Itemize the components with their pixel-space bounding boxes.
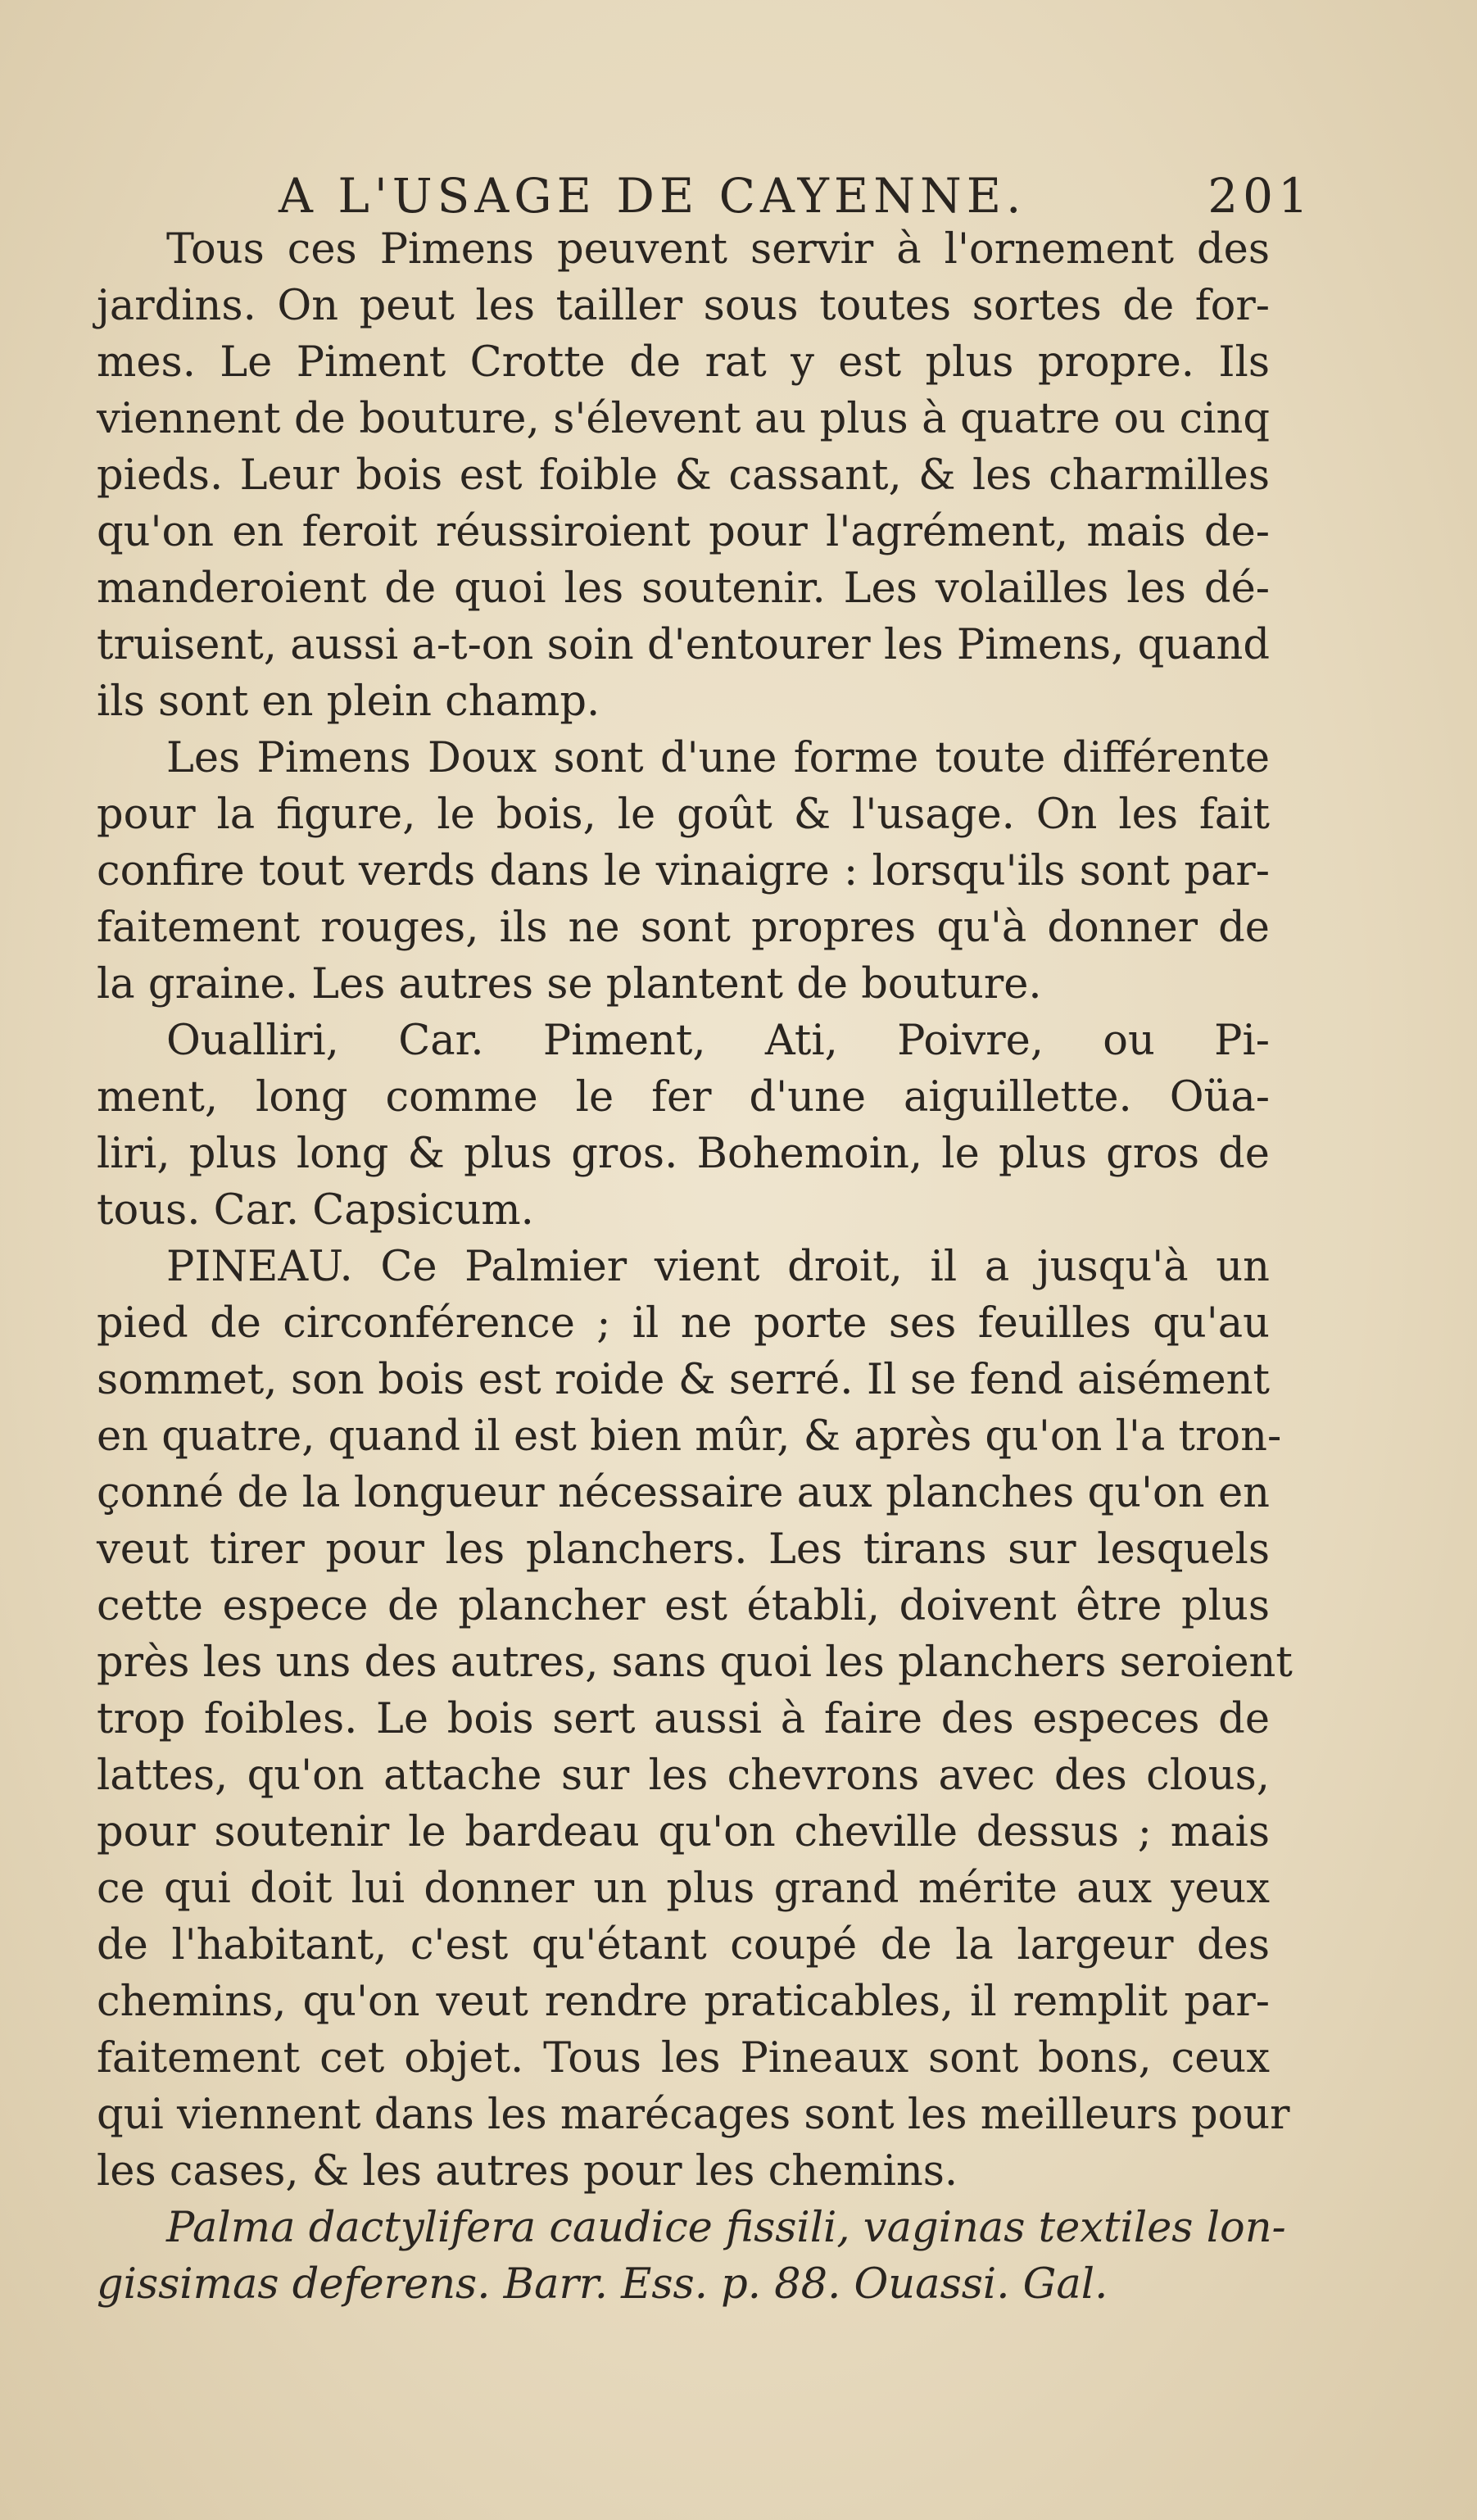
text-line: Oualliri, Car. Piment, Ati, Poivre, ou Pi- xyxy=(166,1017,1270,1065)
page-header xyxy=(279,168,1313,225)
text-line: truisent, aussi a-t-on soin d'entourer les Pimens, quand xyxy=(97,621,1270,669)
text-line: Tous ces Pimens peuvent servir à l'ornement des xyxy=(166,225,1270,274)
text-line: faitement rouges, ils ne sont propres qu'à donner de xyxy=(97,904,1270,952)
text-line: qu'on en feroit réussiroient pour l'agrément, mais de- xyxy=(97,508,1270,556)
text-line: veut tirer pour les planchers. Les tirans sur lesquels xyxy=(97,1525,1270,1574)
text-line: pieds. Leur bois est foible & cassant, & les charmilles xyxy=(97,451,1270,500)
paragraph-pimens-doux xyxy=(97,730,1270,1013)
text-line: liri, plus long & plus gros. Bohemoin, le plus gros de xyxy=(97,1130,1270,1178)
text-line: en quatre, quand il est bien mûr, & après qu'on l'a tron- xyxy=(97,1412,1282,1461)
running-title: A L'USAGE DE CAYENNE. xyxy=(279,168,1026,224)
page-number: 201 xyxy=(1207,168,1313,224)
paragraph-oualliri xyxy=(97,1013,1270,1239)
text-line: près les uns des autres, sans quoi les planchers seroient xyxy=(97,1638,1293,1687)
text-line: pour la figure, le bois, le goût & l'usage. On les fait xyxy=(97,791,1270,839)
text-line: pied de circonférence ; il ne porte ses feuilles qu'au xyxy=(97,1299,1270,1348)
text-line: lattes, qu'on attache sur les chevrons avec des clous, xyxy=(97,1752,1270,1800)
text-line: chemins, qu'on veut rendre praticables, il remplit par- xyxy=(97,1978,1270,2026)
text-line: les cases, & les autres pour les chemins. xyxy=(97,2147,958,2196)
text-line: faitement cet objet. Tous les Pineaux sont bons, ceux xyxy=(97,2034,1270,2083)
text-line: la graine. Les autres se plantent de bouture. xyxy=(97,960,1042,1008)
text-line: Palma dactylifera caudice fissili, vaginas textiles lon- xyxy=(166,2204,1286,2252)
text-line: ce qui doit lui donner un plus grand mérite aux yeux xyxy=(97,1865,1270,1913)
paragraph-pimens-jardins xyxy=(97,221,1270,730)
text-line: ils sont en plein champ. xyxy=(97,678,600,726)
paragraph-latin-reference xyxy=(97,2200,1286,2313)
text-line: pour soutenir le bardeau qu'on cheville dessus ; mais xyxy=(97,1808,1270,1856)
text-line: ment, long comme le fer d'une aiguillette. Oüa- xyxy=(97,1073,1270,1122)
text-line: jardins. On peut les tailler sous toutes sortes de for- xyxy=(97,282,1270,330)
text-line: cette espece de plancher est établi, doivent être plus xyxy=(97,1582,1270,1630)
text-line: tous. Car. Capsicum. xyxy=(97,1186,534,1235)
text-line: Les Pimens Doux sont d'une forme toute différente xyxy=(166,734,1270,782)
text-line: gissimas deferens. Barr. Ess. p. 88. Ouassi. Gal. xyxy=(97,2260,1108,2309)
text-line: qui viennent dans les marécages sont les meilleurs pour xyxy=(97,2091,1290,2139)
text-line: PINEAU. Ce Palmier vient droit, il a jusqu'à un xyxy=(166,1243,1270,1291)
body-text xyxy=(97,221,1293,2313)
text-line: sommet, son bois est roide & serré. Il se fend aisément xyxy=(97,1356,1270,1404)
text-line: çonné de la longueur nécessaire aux planches qu'on en xyxy=(97,1469,1270,1517)
text-line: mes. Le Piment Crotte de rat y est plus propre. Ils xyxy=(97,338,1270,387)
paragraph-pineau xyxy=(97,1239,1293,2200)
text-line: viennent de bouture, s'élevent au plus à quatre ou cinq xyxy=(97,395,1270,443)
text-line: confire tout verds dans le vinaigre : lorsqu'ils sont par- xyxy=(97,847,1270,895)
text-line: manderoient de quoi les soutenir. Les volailles les dé- xyxy=(97,564,1270,613)
text-line: trop foibles. Le bois sert aussi à faire des especes de xyxy=(97,1695,1270,1743)
text-line: de l'habitant, c'est qu'étant coupé de la largeur des xyxy=(97,1921,1270,1969)
